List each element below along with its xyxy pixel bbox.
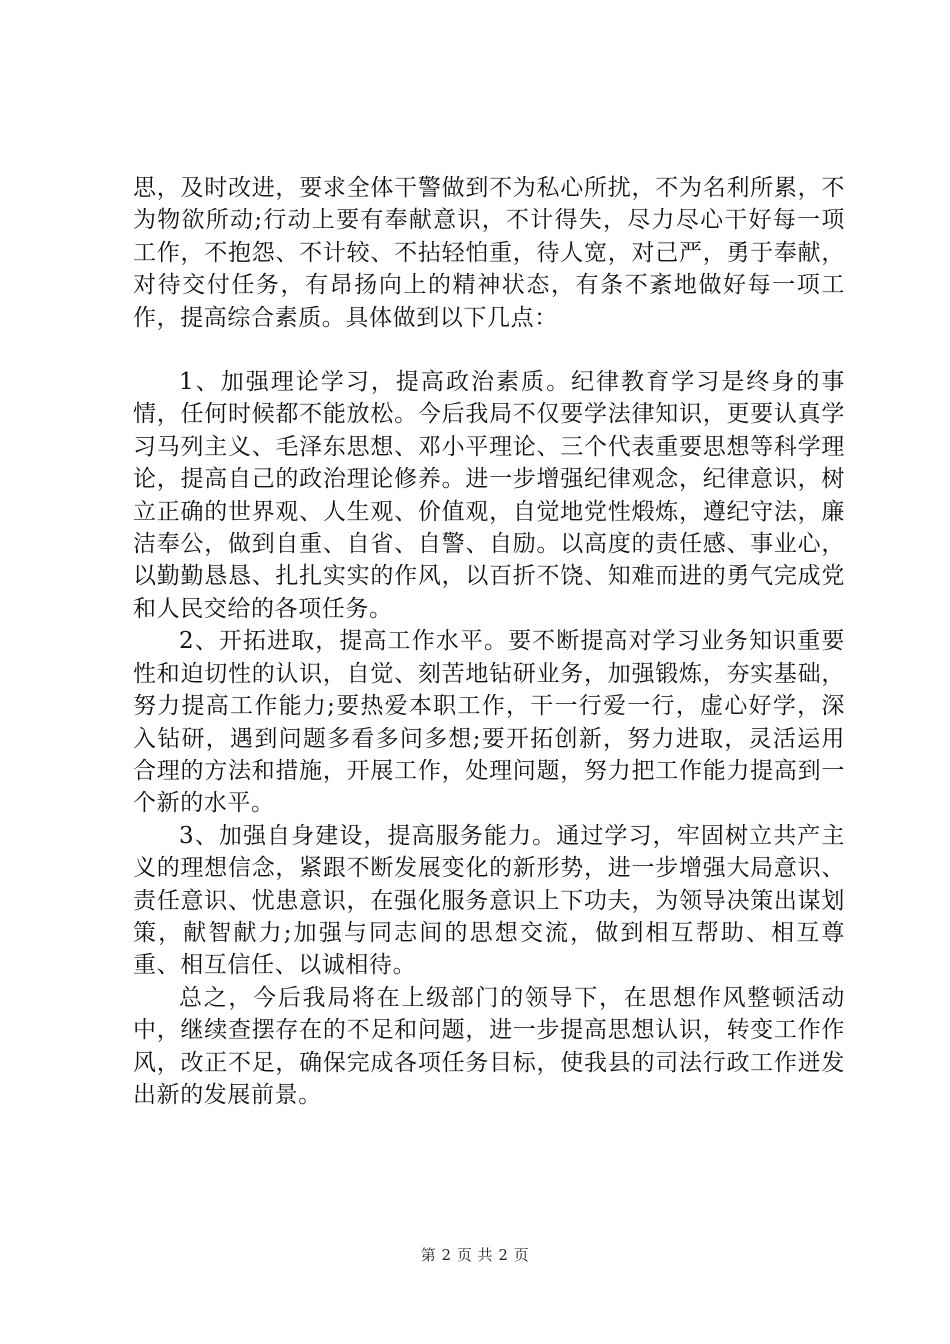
paragraph-continuation: 思，及时改进，要求全体干警做到不为私心所扰，不为名利所累，不为物欲所动;行动上要有奉献意识，不计得失，尽力尽心干好每一项工作，不抱怨、不计较、不拈轻怕重，待人宽，对己严，勇于奉献，对待交付任务，有昂扬向上的精神状态，有条不紊地做好每一项工作，提高综合素质。具体做到以下几点： — [133, 175, 845, 331]
page-number-footer: 第 2 页 共 2 页 — [420, 1246, 530, 1264]
paragraph-point-1: 1、加强理论学习，提高政治素质。纪律教育学习是终身的事情，任何时候都不能放松。今后我局不仅要学法律知识，更要认真学习马列主义、毛泽东思想、邓小平理论、三个代表重要思想等科学理论，提高自己的政治理论修养。进一步增强纪律观念，纪律意识，树立正确的世界观、人生观、价值观，自觉地党性煅炼，遵纪守法，廉洁奉公，做到自重、自省、自警、自励。以高度的责任感、事业心，以勤勤恳恳、扎扎实实的作风，以百折不饶、知难而进的勇气完成党和人民交给的各项任务。 — [133, 369, 845, 622]
document-body — [133, 172, 845, 1111]
paragraph-conclusion: 总之，今后我局将在上级部门的领导下，在思想作风整顿活动中，继续查摆存在的不足和问题，进一步提高思想认识，转变工作作风，改正不足，确保完成各项任务目标，使我县的司法行政工作迸发出新的发展前景。 — [133, 984, 845, 1108]
paragraph-point-3: 3、加强自身建设，提高服务能力。通过学习，牢固树立共产主义的理想信念，紧跟不断发展变化的新形势，进一步增强大局意识、责任意识、忧患意识，在强化服务意识上下功夫，为领导决策出谋划策，献智献力;加强与同志间的思想交流，做到相互帮助、相互尊重、相互信任、以诚相待。 — [133, 822, 845, 979]
paragraph-point-2: 2、开拓进取，提高工作水平。要不断提高对学习业务知识重要性和迫切性的认识，自觉、刻苦地钻研业务，加强锻炼，夯实基础，努力提高工作能力;要热爱本职工作，干一行爱一行，虚心好学，深入钻研，遇到问题多看多问多想;要开拓创新，努力进取，灵活运用合理的方法和措施，开展工作，处理问题，努力把工作能力提高到一个新的水平。 — [133, 628, 845, 817]
